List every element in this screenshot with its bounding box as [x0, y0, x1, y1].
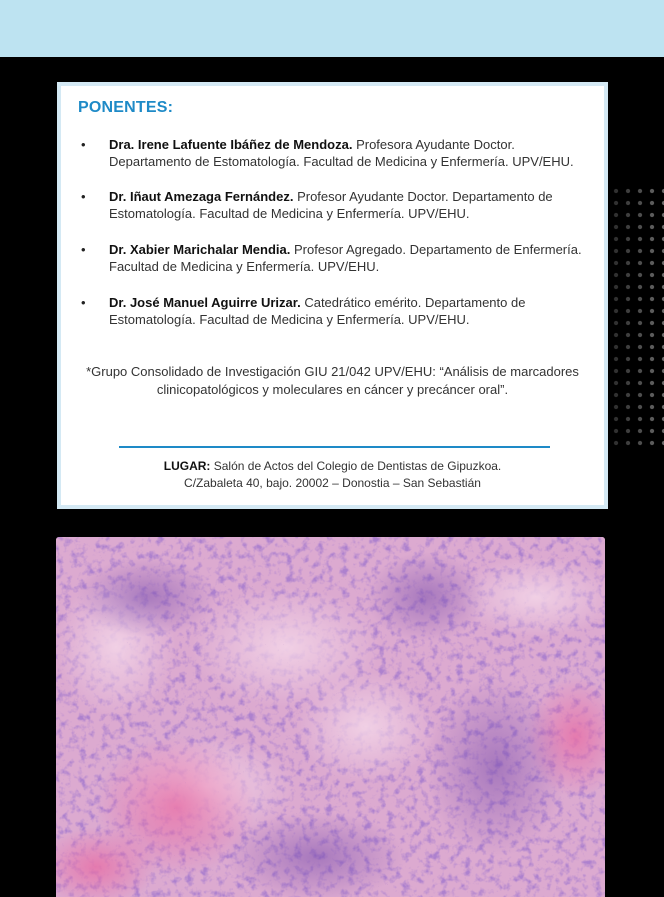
- speaker-name: Dr. Iñaut Amezaga Fernández.: [109, 189, 294, 204]
- top-color-band: [0, 0, 664, 57]
- speaker-name: Dr. Xabier Marichalar Mendia.: [109, 242, 291, 257]
- divider-line: [119, 446, 550, 448]
- speaker-item: [61, 188, 604, 222]
- speaker-name: Dra. Irene Lafuente Ibáñez de Mendoza.: [109, 137, 353, 152]
- bullet-icon: •: [81, 295, 86, 310]
- speakers-list: [61, 136, 604, 346]
- bullet-icon: •: [81, 137, 86, 152]
- speaker-description: Profesor Agregado. Departamento de Enfermería. Facultad de Medicina y Enfermería. UPV/EHU.: [109, 242, 582, 274]
- speaker-description: Profesor Ayudante Doctor. Departamento de Estomatología. Facultad de Medicina y Enfermería. UPV/EHU.: [109, 189, 553, 221]
- speaker-item: [61, 136, 604, 170]
- location-label: LUGAR:: [163, 459, 211, 473]
- histology-image: [56, 537, 605, 897]
- research-group-note: *Grupo Consolidado de Investigación GIU 21/042 UPV/EHU: “Análisis de marcadores clinicopatológicos y moleculares en cáncer y precáncer oral”.: [86, 364, 579, 397]
- location-address: C/Zabaleta 40, bajo. 20002 – Donostia – San Sebastián: [184, 476, 481, 490]
- bullet-icon: •: [81, 189, 86, 204]
- speaker-item: [61, 241, 604, 275]
- bullet-icon: •: [81, 242, 86, 257]
- speakers-heading: PONENTES:: [78, 99, 174, 116]
- speaker-name: Dr. José Manuel Aguirre Urizar.: [109, 295, 301, 310]
- speakers-card: [57, 82, 608, 509]
- speaker-description: Profesora Ayudante Doctor. Departamento de Estomatología. Facultad de Medicina y Enfermería. UPV/EHU.: [109, 137, 574, 169]
- tissue-micrograph: [56, 537, 605, 897]
- location-block: [81, 458, 584, 492]
- location-venue: Salón de Actos del Colegio de Dentistas de Gipuzkoa.: [213, 459, 502, 473]
- speaker-description: Catedrático emérito. Departamento de Estomatología. Facultad de Medicina y Enfermería. UPV/EHU.: [109, 295, 526, 327]
- speakers-card-body: [61, 86, 604, 505]
- speaker-item: [61, 294, 604, 328]
